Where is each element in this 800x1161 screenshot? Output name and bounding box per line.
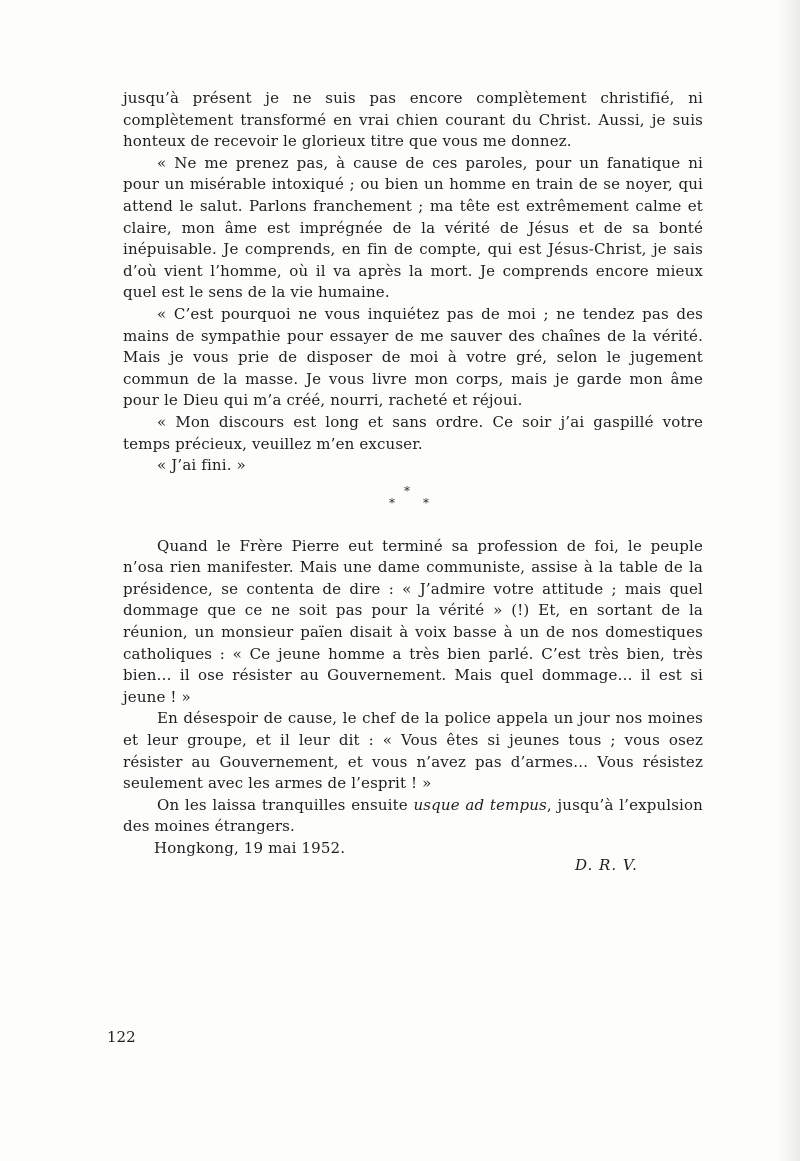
paragraph: En désespoir de cause, le chef de la police appela un jour nos moines et leur groupe, et il leur dit : « Vous êtes si jeunes tous ; vous osez résister au Gouvernement, et vous n’avez pas d’armes… Vous résistez seulement avec les armes de l’esprit ! »	[123, 709, 703, 793]
paragraph: jusqu’à présent je ne suis pas encore complètement christifié, ni complètement transformé en vrai chien courant du Christ. Aussi, je suis honteux de recevoir le glorieux titre que vous me donnez.	[123, 89, 703, 151]
asterisk: *	[389, 495, 396, 510]
paragraph-text: , jusqu’à l’expulsion des moines étrangers.	[123, 795, 703, 836]
place-date-line: Hongkong, 19 mai 1952.	[154, 839, 346, 857]
page-number: 122	[107, 1028, 136, 1046]
paragraph-text: On les laissa tranquilles ensuite	[157, 795, 414, 814]
asterisk: *	[423, 495, 430, 510]
body-text	[123, 88, 703, 860]
section-separator-asterism	[123, 479, 703, 519]
paragraph: « C’est pourquoi ne vous inquiétez pas de moi ; ne tendez pas des mains de sympathie pour essayer de me sauver des chaînes de la vérité. Mais je vous prie de disposer de moi à votre gré, selon le jugement commun de la masse. Je vous livre mon corps, mais je garde mon âme pour le Dieu qui m’a créé, nourri, racheté et réjoui.	[123, 304, 703, 410]
author-signature: D. R. V.	[575, 856, 638, 874]
paragraph: « Mon discours est long et sans ordre. Ce soir j’ai gaspillé votre temps précieux, veuillez m’en excuser.	[123, 412, 703, 453]
paragraph	[123, 795, 703, 838]
paragraph: « J’ai fini. »	[157, 456, 246, 475]
paragraph: Quand le Frère Pierre eut terminé sa profession de foi, le peuple n’osa rien manifester. Mais une dame communiste, assise à la table de la présidence, se contenta de dire : « J’admire votre attitude ; mais quel dommage que ce ne soit pas pour la vérité » (!) Et, en sortant de la réunion, un monsieur païen disait à voix basse à un de nos domestiques catholiques : « Ce jeune homme a très bien parlé. C’est très bien, très bien… il ose résister au Gouvernement. Mais quel dommage… il est si jeune ! »	[123, 536, 703, 706]
paragraph: « Ne me prenez pas, à cause de ces paroles, pour un fanatique ni pour un misérable intoxiqué ; ou bien un homme en train de se noyer, qui attend le salut. Parlons franchement ; ma tête est extrêmement calme et claire, mon âme est imprégnée de la vérité de Jésus et de sa bonté inépuisable. Je comprends, en fin de compte, qui est Jésus-Christ, je sais d’où vient l’homme, où il va après la mort. Je comprends encore mieux quel est le sens de la vie humaine.	[123, 153, 703, 302]
page-edge-shadow	[778, 0, 800, 1161]
asterisk: *	[404, 483, 411, 498]
latin-phrase: usque ad tempus	[413, 795, 547, 814]
